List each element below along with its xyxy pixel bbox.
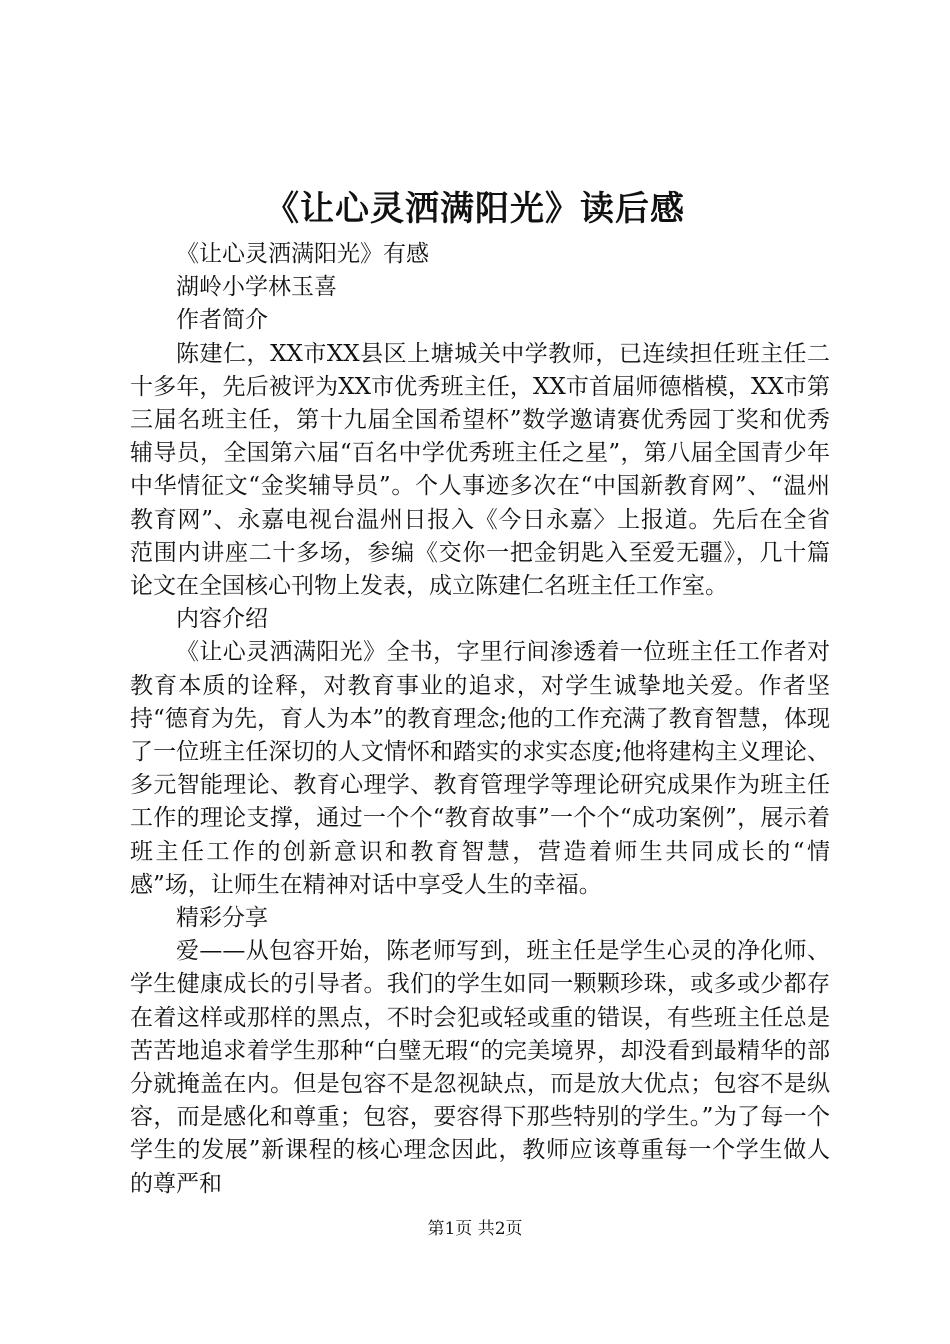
- document-title: 《让心灵洒满阳光》读后感: [265, 189, 685, 229]
- section-heading-author-intro: 作者简介: [176, 307, 268, 334]
- author-intro-paragraph: 陈建仁，XX市XX县区上塘城关中学教师，已连续担任班主任二十多年，先后被评为XX市优秀班主任，XX市首届师德楷模，XX市第三届名班主任，第十九届全国希望杯”数学邀请赛优秀园丁奖和优秀辅导员，全国第六届“百名中学优秀班主任之星”，第八届全国青少年中华情征文“金奖辅导员”。个人事迹多次在“中国新教育网”、“温州教育网”、永嘉电视台温州日报入《今日永嘉〉上报道。先后在全省范围内讲座二十多场，参编《交你一把金钥匙入至爱无疆》，几十篇论文在全国核心刊物上发表，成立陈建仁名班主任工作室。: [130, 340, 830, 600]
- document-body: [130, 238, 830, 1201]
- highlights-paragraph: 爱——从包容开始，陈老师写到，班主任是学生心灵的净化师、学生健康成长的引导者。我们的学生如同一颗颗珍珠，或多或少都存在着这样或那样的黑点，不时会犯或轻或重的错误，有些班主任总是苦苦地追求着学生那种“白璧无瑕“的完美境界，却没看到最精华的部分就掩盖在内。但是包容不是忽视缺点，而是放大优点；包容不是纵容，而是感化和尊重；包容，要容得下那些特别的学生。”为了每一个学生的发展”新课程的核心理念因此，教师应该尊重每一个学生做人的尊严和: [130, 938, 830, 1197]
- section-heading-content-intro: 内容介绍: [176, 606, 268, 633]
- content-intro-paragraph: 《让心灵洒满阳光》全书，字里行间渗透着一位班主任工作者对教育本质的诠释，对教育事业的追求，对学生诚挚地关爱。作者坚持“德育为先，育人为本”的教育理念;他的工作充满了教育智慧，体现了一位班主任深切的人文情怀和踏实的求实态度;他将建构主义理论、多元智能理论、教育心理学、教育管理学等理论研究成果作为班主任工作的理论支撑，通过一个个“教育故事”一个个“成功案例”，展示着班主任工作的创新意识和教育智慧，营造着师生共同成长的“情感”场，让师生在精神对话中享受人生的幸福。: [130, 639, 830, 898]
- author-line: 湖岭小学林玉喜: [176, 274, 337, 301]
- page-footer: 第1页 共2页: [427, 1219, 523, 1239]
- subtitle-paragraph: 《让心灵洒满阳光》有感: [176, 241, 429, 267]
- section-heading-highlights: 精彩分享: [176, 905, 268, 932]
